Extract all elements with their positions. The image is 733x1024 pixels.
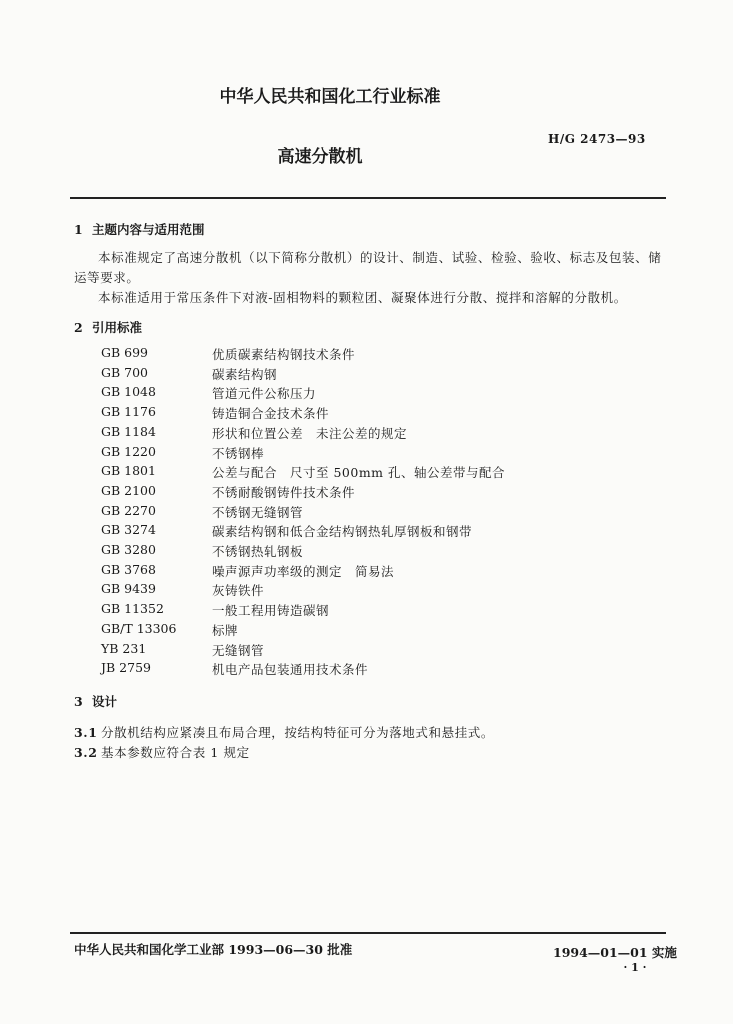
reference-title: 噪声源声功率级的测定 简易法: [212, 563, 395, 579]
section-1-heading: [74, 220, 205, 238]
section-1-para1-line2: 运等要求。: [74, 270, 140, 285]
reference-code: GB 699: [101, 345, 149, 360]
section-3-number: 3: [74, 694, 83, 709]
section-2-title: 引用标准: [92, 320, 143, 335]
reference-title: 碳素结构钢和低合金结构钢热轧厚钢板和钢带: [212, 524, 473, 540]
section-1-para1-line1: 本标准规定了高速分散机（以下简称分散机）的设计、制造、试验、检验、验收、标志及包装、储: [98, 250, 662, 265]
reference-title: 碳素结构钢: [212, 366, 278, 382]
section-1-number: 1: [74, 222, 83, 237]
reference-title: 灰铸铁件: [212, 583, 265, 599]
reference-title: 机电产品包装通用技术条件: [212, 662, 369, 678]
reference-code: GB/T 13306: [101, 620, 177, 636]
reference-code: GB 3280: [101, 542, 156, 557]
footer-divider: [70, 932, 666, 934]
section-2-heading: [74, 318, 142, 336]
reference-code: GB 2100: [101, 482, 156, 498]
reference-code: GB 1220: [101, 443, 156, 459]
reference-title: 管道元件公称压力: [212, 386, 317, 402]
reference-title: 铸造铜合金技术条件: [212, 406, 330, 422]
reference-code: JB 2759: [101, 660, 151, 676]
reference-title: 不锈钢无缝钢管: [212, 504, 304, 520]
implementation-date: 1994—01—01 实施: [553, 945, 677, 960]
document-organization: 中华人民共和国化工行业标准: [219, 87, 441, 107]
reference-title: 不锈钢棒: [212, 445, 265, 461]
reference-title: 形状和位置公差 未注公差的规定: [212, 425, 408, 441]
reference-code: GB 3274: [101, 522, 156, 538]
clause-3-1: [74, 723, 494, 741]
reference-code: GB 700: [101, 364, 149, 380]
document-title: 高速分散机: [277, 147, 363, 167]
header-divider: [70, 197, 666, 199]
clause-3-1-text: 分散机结构应紧凑且布局合理，按结构特征可分为落地式和悬挂式。: [101, 725, 495, 740]
reference-code: GB 2270: [101, 502, 156, 518]
reference-title: 不锈耐酸钢铸件技术条件: [212, 484, 356, 500]
reference-code: GB 1801: [101, 463, 156, 479]
reference-code: YB 231: [101, 640, 147, 656]
reference-code: GB 1184: [101, 423, 156, 439]
standard-number: H/G 2473—93: [548, 132, 646, 146]
reference-title: 无缝钢管: [212, 642, 265, 658]
reference-title: 优质碳素结构钢技术条件: [212, 347, 356, 362]
reference-code: GB 1048: [101, 384, 156, 400]
clause-3-1-number: 3.1: [74, 725, 98, 740]
clause-3-2-text: 基本参数应符合表 1 规定: [101, 745, 250, 760]
reference-code: GB 9439: [101, 581, 156, 597]
reference-code: GB 11352: [101, 601, 164, 617]
clause-3-2-number: 3.2: [74, 745, 98, 760]
reference-title: 标牌: [212, 622, 239, 638]
reference-code: GB 3768: [101, 561, 156, 577]
section-1-title: 主题内容与适用范围: [92, 222, 205, 237]
section-3-title: 设计: [92, 694, 118, 709]
reference-code: GB 1176: [101, 404, 156, 420]
reference-title: 一般工程用铸造碳钢: [212, 603, 330, 619]
section-3-heading: [74, 692, 117, 710]
reference-title: 不锈钢热轧钢板: [212, 544, 304, 559]
approval-note: 中华人民共和国化学工业部 1993—06—30 批准: [74, 942, 353, 957]
reference-title: 公差与配合 尺寸至 500mm 孔、轴公差带与配合: [212, 465, 506, 481]
page-number: · 1 ·: [623, 961, 647, 974]
section-1-para2: 本标准适用于常压条件下对液-固相物料的颗粒团、凝聚体进行分散、搅拌和溶解的分散机。: [98, 290, 627, 305]
section-2-number: 2: [74, 320, 83, 335]
clause-3-2: [74, 743, 250, 761]
